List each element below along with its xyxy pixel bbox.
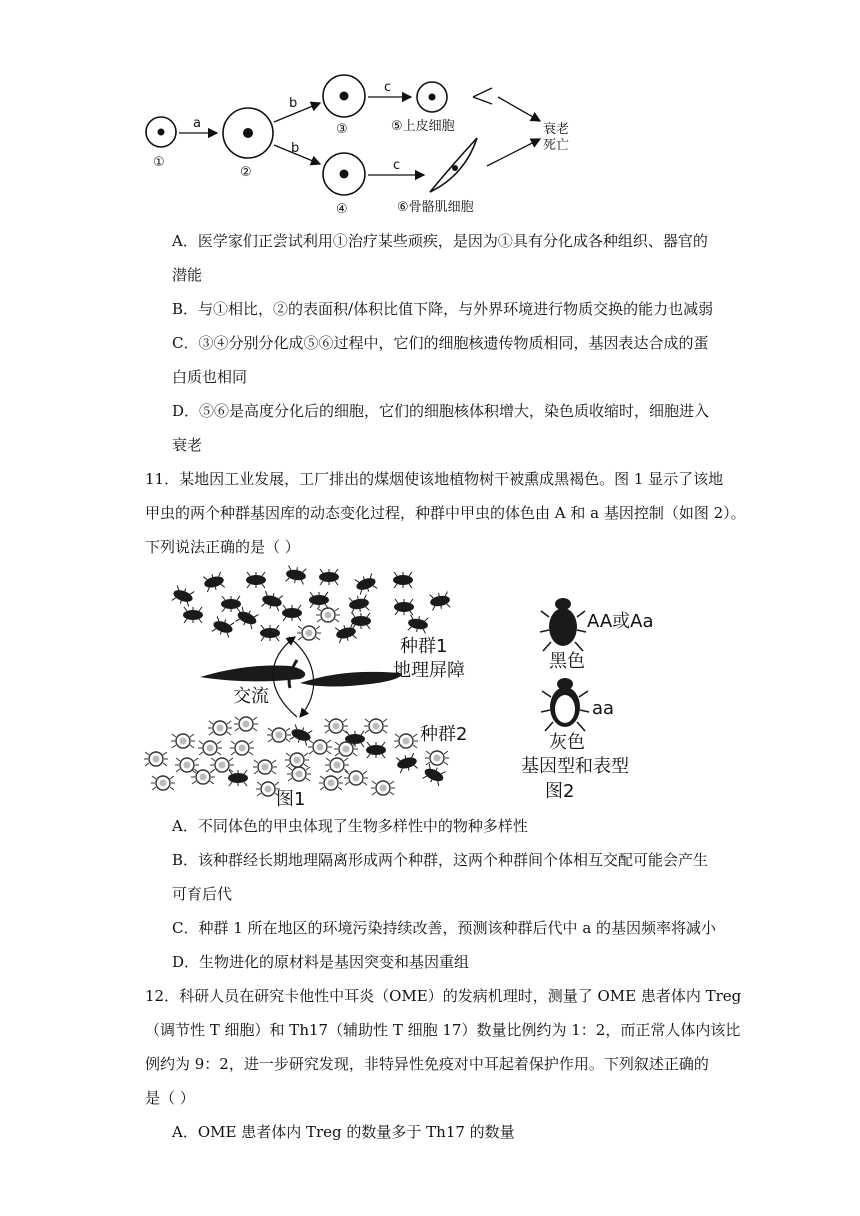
cell-4-label: ④ <box>336 202 348 217</box>
q10-option-a-line1: A．医学家们正尝试利用①治疗某些顽疾，是因为①具有分化成各种组织、器官的 <box>172 232 708 250</box>
population-1-label: 种群1 <box>400 636 448 657</box>
dark-beetle-icon <box>540 598 586 651</box>
q10-option-c-line1: C．③④分别分化成⑤⑥过程中，它们的细胞核遗传物质相同，基因表达合成的蛋 <box>172 334 709 352</box>
exchange-label: 交流 <box>233 686 269 707</box>
q11-option-a: A．不同体色的甲虫体现了生物多样性中的物种多样性 <box>172 817 528 835</box>
q12-stem-line1: 12．科研人员在研究卡他性中耳炎（OME）的发病机理时，测量了 OME 患者体内 Treg <box>145 987 742 1005</box>
cell-3-label: ③ <box>336 122 348 137</box>
population-2-beetles <box>144 717 449 796</box>
q11-stem-line2: 甲虫的两个种群基因库的动态变化过程，种群中甲虫的体色由 A 和 a 基因控制（如图 2）。 <box>145 504 746 522</box>
arrow-b-top-label: b <box>289 96 298 111</box>
light-beetle-icon <box>541 678 589 731</box>
cell-1-label: ① <box>153 155 165 170</box>
q12-option-a: A．OME 患者体内 Treg 的数量多于 Th17 的数量 <box>172 1123 515 1141</box>
arrow-a-label: a <box>193 116 201 131</box>
light-phenotype-label: 灰色 <box>549 732 585 753</box>
q11-stem-line3: 下列说法正确的是（ ） <box>145 538 300 556</box>
q10-option-c-line2: 白质也相同 <box>172 368 248 386</box>
population-2-label: 种群2 <box>420 724 468 745</box>
genotype-light-label: aa <box>592 698 615 719</box>
muscle-cell-label: ⑥骨骼肌细胞 <box>397 200 474 215</box>
figure-2-title: 基因型和表型 <box>521 756 629 777</box>
arrow-c-top-label: c <box>384 80 392 95</box>
arrow-b-bottom-label: b <box>291 141 300 156</box>
population-1-beetles <box>171 565 451 643</box>
q11-option-b-line1: B．该种群经长期地理隔离形成两个种群，这两个种群间个体相互交配可能会产生 <box>172 851 709 869</box>
figure-1-caption: 图1 <box>276 789 306 810</box>
q12-stem-line2: （调节性 T 细胞）和 Th17（辅助性 T 细胞 17）数量比例约为 1：2，而正常人体内该比 <box>145 1021 741 1039</box>
q12-stem-line4: 是（ ） <box>145 1089 195 1107</box>
epithelial-cell-label: ⑤上皮细胞 <box>391 119 455 134</box>
q10-option-a-line2: 潜能 <box>172 266 203 284</box>
death-label: 死亡 <box>543 138 570 153</box>
q11-option-b-line2: 可育后代 <box>172 885 233 903</box>
q10-option-d-line1: D．⑤⑥是高度分化后的细胞，它们的细胞核体积增大，染色质收缩时，细胞进入 <box>172 402 710 420</box>
genotype-dark-label: AA或Aa <box>587 611 654 632</box>
geographic-barrier <box>200 660 401 688</box>
q10-option-d-line2: 衰老 <box>172 436 203 454</box>
q12-stem-line3: 例约为 9：2，进一步研究发现，非特异性免疫对中耳起着保护作用。下列叙述正确的 <box>145 1055 709 1073</box>
q11-stem-line1: 11．某地因工业发展，工厂排出的煤烟使该地植物树干被熏成黑褐色。图 1 显示了该地 <box>145 470 724 488</box>
q10-option-b: B．与①相比，②的表面积/体积比值下降，与外界环境进行物质交换的能力也减弱 <box>172 300 714 318</box>
dark-phenotype-label: 黑色 <box>549 651 585 672</box>
q11-option-d: D．生物进化的原材料是基因突变和基因重组 <box>172 953 470 971</box>
aging-label: 衰老 <box>543 122 570 137</box>
geographic-barrier-label: 地理屏障 <box>393 660 465 681</box>
cell-2-label: ② <box>240 165 252 180</box>
arrow-c-bottom-label: c <box>393 158 401 173</box>
figure-2-caption: 图2 <box>545 781 575 802</box>
q11-option-c: C．种群 1 所在地区的环境污染持续改善，预测该种群后代中 a 的基因频率将减小 <box>172 919 717 937</box>
